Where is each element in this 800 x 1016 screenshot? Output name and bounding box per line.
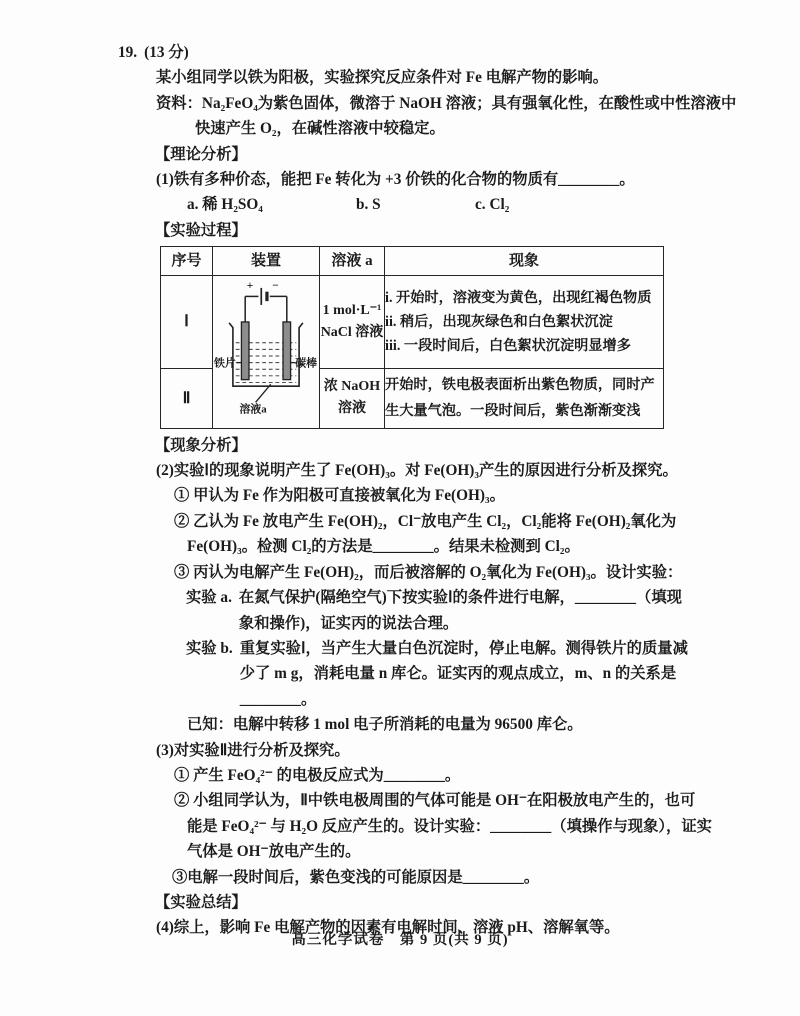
iron-electrode: [241, 322, 249, 380]
question-3: (3)对实验Ⅱ进行分析及探究。: [156, 741, 350, 759]
battery-minus-label: −: [272, 280, 279, 293]
question-19: [118, 40, 738, 941]
battery-icon: [261, 288, 267, 305]
experiment-b: [186, 636, 738, 712]
electrolysis-apparatus-diagram: [214, 276, 318, 418]
exploration-item-2-line-2: 能是 FeO₄²⁻ 与 H₂O 反应产生的。设计实验：________（填操作与现象），证实: [187, 817, 712, 835]
experiment-b-line-3: ________。: [239, 690, 317, 708]
exploration-item-2-line-3: 气体是 OH⁻放电产生的。: [187, 843, 361, 861]
material-text-1: Na₂FeO₄为紫色固体，微溶于 NaOH 溶液；具有强氧化性，在酸性或中性溶液中: [201, 94, 737, 112]
option-c: c. Cl₂: [475, 196, 510, 214]
exploration-item-1: ① 产生 FeO₄²⁻ 的电极反应式为________。: [174, 766, 461, 784]
experiment-a-label: 实验 a.: [186, 589, 232, 607]
row2-solution: 浓 NaOH 溶液: [320, 369, 385, 429]
summary-heading: 【实验总结】: [155, 893, 247, 911]
material-line-1: [156, 91, 738, 116]
analysis-item-1: ① 甲认为 Fe 作为阳极可直接被氧化为 Fe(OH)₃。: [174, 487, 505, 505]
row1-phenomena: [385, 276, 664, 369]
page-footer: 高三化学试卷 第 9 页(共 9 页): [291, 932, 509, 948]
beaker-outline: [229, 323, 303, 386]
experiment-a-line-1: 在氮气保护(隔绝空气)下按实验Ⅰ的条件进行电解，________（填现: [238, 589, 682, 607]
battery-plus-label: +: [246, 280, 254, 293]
analysis-heading: 【现象分析】: [155, 436, 247, 454]
col-header-device: 装置: [213, 247, 320, 276]
question-intro: 某小组同学以铁为阳极，实验探究反应条件对 Fe 电解产物的影响。: [156, 69, 609, 87]
analysis-item-3: ③ 丙认为电解产生 Fe(OH)₂，而后被溶解的 O₂氧化为 Fe(OH)₃。设计实验：: [174, 563, 683, 581]
analysis-item-2-line-1: ② 乙认为 Fe 放电产生 Fe(OH)₂，Cl⁻放电产生 Cl₂，Cl₂能将 Fe(OH)₂氧化为: [174, 512, 677, 530]
question-points: (13 分): [144, 44, 189, 61]
question-4: (4)综上，影响 Fe 电解产物的因素有电解时间、溶液 pH、溶解氧等。: [156, 919, 620, 937]
row1-phenomenon-1: i. 开始时，溶液变为黄色，出现红褐色物质: [385, 290, 652, 307]
carbon-electrode: [283, 322, 291, 380]
process-heading: 【实验过程】: [155, 221, 247, 239]
col-header-solution: 溶液 a: [320, 247, 385, 276]
material-line-2: 快速产生 O₂，在碱性溶液中较稳定。: [195, 120, 445, 138]
experiment-b-line-2: 少了 m g，消耗电量 n 库仑。证实丙的观点成立，m、n 的关系是: [239, 665, 677, 683]
row2-phenomenon: 开始时，铁电极表面析出紫色物质，同时产生大量气泡。一段时间后，紫色渐渐变浅: [385, 369, 664, 429]
option-row: [187, 192, 738, 217]
table-row-1: [161, 276, 664, 369]
option-a: a. 稀 H₂SO₄: [187, 196, 263, 214]
experiment-b-line-1: 重复实验Ⅰ，当产生大量白色沉淀时，停止电解。测得铁片的质量减: [239, 639, 688, 657]
row2-no: Ⅱ: [161, 369, 213, 429]
theory-heading: 【理论分析】: [155, 145, 247, 163]
experiment-table: [160, 246, 664, 428]
question-number-line: [118, 40, 738, 65]
question-1: (1)铁有多种价态，能把 Fe 转化为 +3 价铁的化合物的物质有________。: [156, 171, 635, 189]
experiment-b-text: [240, 636, 688, 712]
known-fact: 已知：电解中转移 1 mol 电子所消耗的电量为 96500 库仑。: [187, 716, 583, 734]
exploration-item-3: ③电解一段时间后，紫色变浅的可能原因是________。: [172, 868, 540, 886]
row1-no: Ⅰ: [161, 276, 213, 369]
device-cell: [213, 276, 320, 428]
col-header-no: 序号: [161, 247, 213, 276]
table-header-row: [161, 247, 664, 276]
row1-phenomenon-2: ii. 稍后，出现灰绿色和白色絮状沉淀: [385, 314, 613, 331]
option-b: b. S: [356, 196, 381, 214]
solution-pointer-line: [256, 385, 271, 403]
row1-solution: 1 mol·L⁻¹ NaCl 溶液: [320, 276, 385, 369]
experiment-a-text: [239, 585, 682, 636]
exploration-item-2-line-1: ② 小组同学认为，Ⅱ中铁电极周围的气体可能是 OH⁻在阳极放电产生的，也可: [174, 792, 696, 810]
col-header-phenomenon: 现象: [385, 247, 664, 276]
experiment-a-line-2: 象和操作)，证实丙的说法合理。: [238, 614, 459, 632]
solution-label: 溶液a: [239, 403, 267, 416]
row1-phenomenon-3: iii. 一段时间后，白色絮状沉淀明显增多: [385, 338, 631, 355]
iron-label: 铁片: [214, 357, 236, 370]
experiment-a: [186, 585, 738, 636]
question-number: 19.: [118, 44, 138, 61]
material-label: 资料：: [156, 94, 202, 112]
question-2: (2)实验Ⅰ的现象说明产生了 Fe(OH)₃。对 Fe(OH)₃产生的原因进行分析及探究。: [156, 462, 678, 480]
experiment-b-label: 实验 b.: [186, 639, 233, 657]
carbon-label: 碳棒: [295, 357, 318, 370]
analysis-item-2-line-2: Fe(OH)₃。检测 Cl₂的方法是________。结果未检测到 Cl₂。: [187, 538, 580, 556]
